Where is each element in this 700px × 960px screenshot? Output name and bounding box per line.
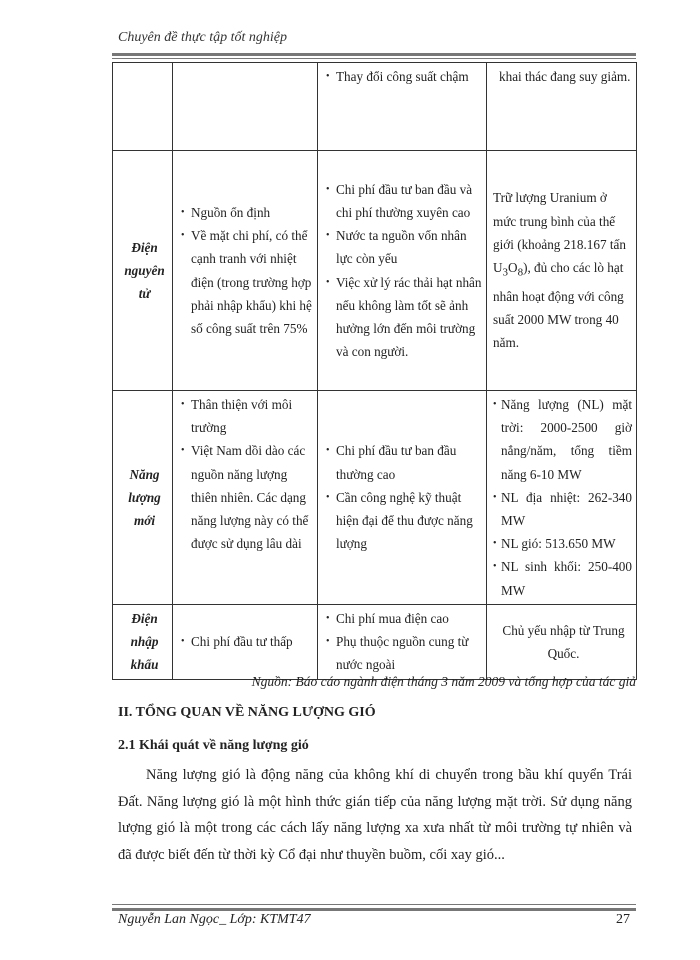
table-row <box>113 151 637 391</box>
page-header-title: Chuyên đề thực tập tốt nghiệp <box>118 30 287 45</box>
list-item: • Chi phí đầu tư ban đầu và chi phí thường xuyên cao <box>326 178 482 224</box>
list-item: • Chi phí đầu tư thấp <box>181 630 313 653</box>
pros-cell <box>173 151 318 391</box>
table-row <box>113 605 637 680</box>
list-item: • NL gió: 513.650 MW <box>495 532 632 555</box>
list-item: • NL sinh khối: 250-400 MW <box>495 555 632 601</box>
list-item: • Chi phí mua điện cao <box>326 607 482 630</box>
row-label: Năng lượng mới <box>113 391 173 605</box>
list-item: • Chi phí đầu tư ban đầu thường cao <box>326 439 482 485</box>
cons-cell <box>318 605 487 680</box>
table-row <box>113 391 637 605</box>
header-rule <box>112 53 636 56</box>
list-item: • Cần công nghệ kỹ thuật hiện đại để thu được năng lượng <box>326 486 482 556</box>
subsection-heading: 2.1 Khái quát về năng lượng gió <box>118 738 309 753</box>
list-item: • NL địa nhiệt: 262-340 MW <box>495 486 632 532</box>
list-item: • Phụ thuộc nguồn cung từ nước ngoài <box>326 630 482 676</box>
reserves-text: O <box>508 260 518 276</box>
table-row <box>113 63 637 151</box>
row-label: Điện nguyên tử <box>113 151 173 391</box>
page-number: 27 <box>616 912 630 927</box>
reserves-text: ), đủ cho các lò hạt nhân hoạt động với công suất 2000 MW trong 40 năm. <box>493 260 624 351</box>
table-source-note: Nguồn: Báo cáo ngành điện tháng 3 năm 2009 và tổng hợp của tác giả <box>251 674 636 689</box>
list-item: • Nước ta nguồn vốn nhân lực còn yếu <box>326 224 482 270</box>
row-label: Điện nhập khẩu <box>113 605 173 680</box>
reserves-cell: khai thác đang suy giảm. <box>487 63 637 151</box>
row-label <box>113 63 173 151</box>
pros-cell <box>173 605 318 680</box>
section-heading: II. TỔNG QUAN VỀ NĂNG LƯỢNG GIÓ <box>118 705 376 720</box>
list-item: • Việc xử lý rác thải hạt nhân nếu không làm tốt sẽ ảnh hưởng lớn đến môi trường và con người. <box>326 271 482 364</box>
footer-rule-thin <box>112 904 636 905</box>
list-item: • Về mặt chi phí, có thể cạnh tranh với nhiệt điện (trong trường hợp phải nhập khẩu) khi hệ số công suất trên 75% <box>181 224 313 340</box>
pros-cell <box>173 63 318 151</box>
subscript: 3 <box>502 266 509 279</box>
pros-cell <box>173 391 318 605</box>
subscript: 8 <box>517 266 524 279</box>
cons-cell <box>318 151 487 391</box>
cons-cell <box>318 63 487 151</box>
list-item: • Thay đổi công suất chậm <box>326 65 482 88</box>
list-item: • Năng lượng (NL) mặt trời: 2000-2500 giờ nắng/năm, tổng tiềm năng 6-10 MW <box>495 393 632 486</box>
list-item: • Việt Nam dồi dào các nguồn năng lượng thiên nhiên. Các dạng năng lượng này có thể được sử dụng lâu dài <box>181 439 313 555</box>
energy-comparison-table <box>112 62 637 680</box>
reserves-cell: Chủ yếu nhập từ Trung Quốc. <box>487 605 637 680</box>
footer-rule <box>112 908 636 911</box>
footer-author: Nguyễn Lan Ngọc_ Lớp: KTMT47 <box>118 912 311 927</box>
header-rule-thin <box>112 58 636 59</box>
reserves-text: Trữ lượng Uranium ở mức trung bình của thế giới (khoảng 218.167 tấn U <box>493 190 626 276</box>
reserves-cell <box>487 151 637 391</box>
list-item: • Nguồn ổn định <box>181 201 313 224</box>
reserves-cell <box>487 391 637 605</box>
list-item: • Thân thiện với môi trường <box>181 393 313 439</box>
cons-cell <box>318 391 487 605</box>
body-paragraph: Năng lượng gió là động năng của không khí di chuyển trong bầu khí quyển Trái Đất. Năng lượng gió là một hình thức gián tiếp của năng lượng mặt trời. Sử dụng năng lượng gió là một trong các cách lấy năng lượng xa xưa nhất từ môi trường tự nhiên và đã được biết đến từ thời kỳ Cổ đại như thuyền buồm, cối xay gió... <box>118 767 632 863</box>
